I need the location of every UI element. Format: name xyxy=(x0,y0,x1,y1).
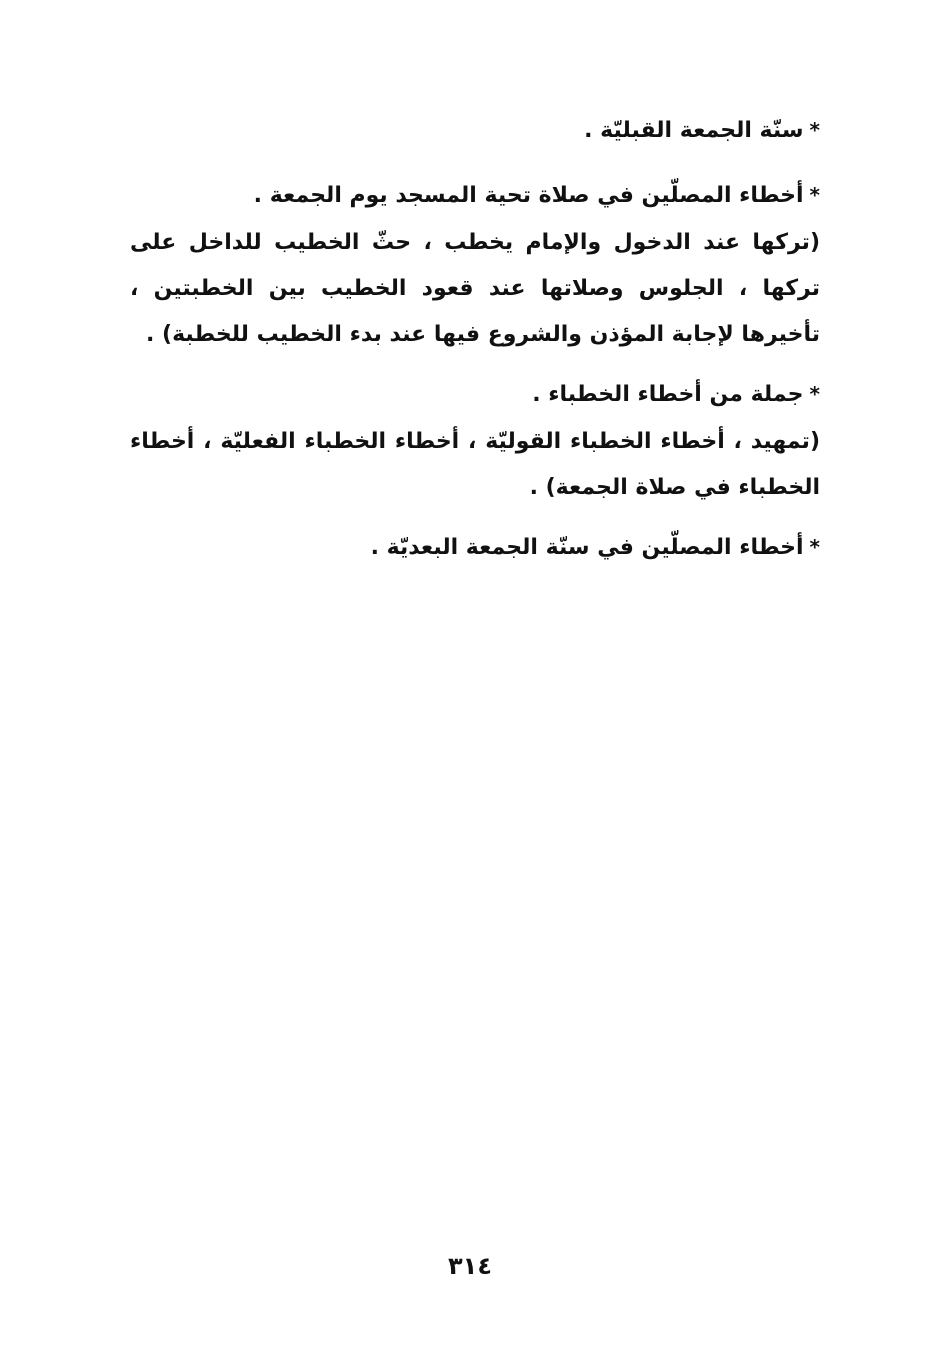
bullet-icon: * xyxy=(809,382,820,406)
bullet-icon: * xyxy=(809,118,820,142)
list-item xyxy=(130,108,820,153)
entry-detail: (تركها عند الدخول والإمام يخطب ، حثّ الخطيب للداخل على تركها ، الجلوس وصلاتها عند قعود الخطيب بين الخطبتين ، تأخيرها لإجابة المؤذن والشروع فيها عند بدء الخطيب للخطبة) . xyxy=(130,230,820,347)
entry-title: جملة من أخطاء الخطباء . xyxy=(532,382,804,407)
entry-detail: (تمهيد ، أخطاء الخطباء القوليّة ، أخطاء الخطباء الفعليّة ، أخطاء الخطباء في صلاة الجمعة) . xyxy=(130,429,820,500)
bullet-icon: * xyxy=(809,535,820,559)
bullet-icon: * xyxy=(809,183,820,207)
entry-title: أخطاء المصلّين في سنّة الجمعة البعديّة . xyxy=(370,535,804,560)
entry-title: سنّة الجمعة القبليّة . xyxy=(584,118,804,143)
list-item xyxy=(130,525,820,570)
contents-list xyxy=(130,108,820,584)
list-item xyxy=(130,173,820,218)
page-number: ٣١٤ xyxy=(448,1252,492,1280)
list-item xyxy=(130,372,820,417)
entry-title: أخطاء المصلّين في صلاة تحية المسجد يوم الجمعة . xyxy=(253,183,804,208)
